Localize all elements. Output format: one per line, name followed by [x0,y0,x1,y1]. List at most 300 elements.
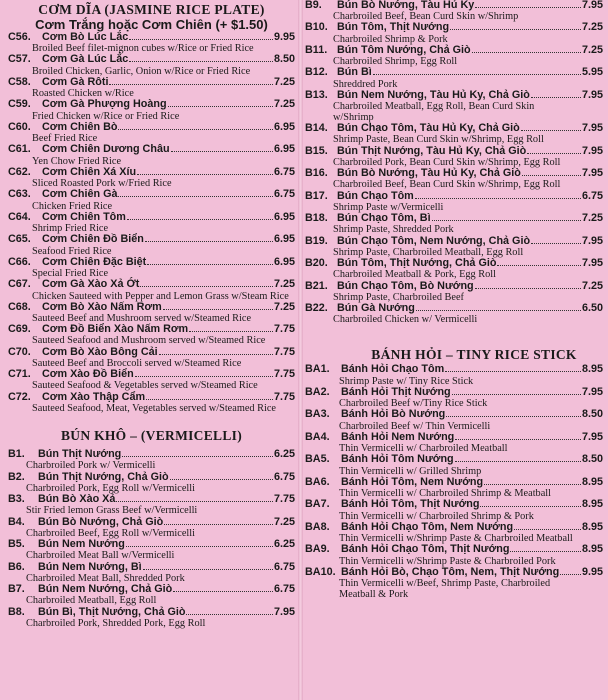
item-description: Charbroiled Pork, Egg Roll w/Vermicelli [26,482,196,494]
menu-item [8,449,295,471]
menu-item [8,302,295,324]
dot-leader [484,477,581,485]
item-price: 7.25 [273,278,295,291]
item-description: Thin Vermicelli w/ Charbroiled Meatball [339,443,508,455]
item-price: 6.95 [273,210,295,223]
item-price: 7.25 [581,212,603,225]
item-name: Bún Chạo Tôm, Nem Nướng, Chả Giò [337,234,531,247]
vermicelli-title: BÚN KHÔ – (VERMICELLI) [61,428,242,444]
item-code: C68. [8,300,31,313]
menu-item [8,472,295,494]
dot-leader [168,99,273,107]
menu-item [305,90,603,123]
item-name: Cơm Gà Xào Xả Ớt [42,278,140,291]
item-description: Charbroiled Meatball, Egg Roll [26,595,157,607]
item-price: 6.25 [273,538,295,551]
item-code: B19. [305,234,328,247]
dot-leader [143,562,273,570]
item-price: 7.75 [273,323,295,336]
dot-leader [127,212,273,220]
item-name: Bún Bò Xào Xả [38,493,116,506]
item-price: 8.50 [273,53,295,66]
item-code: B20. [305,257,328,270]
item-description: Shreddred Pork [333,78,398,90]
item-description: Charbroiled Meatball, Egg Roll, Bean Curd Skin w/Shrimp [333,101,535,124]
item-description: Shrimp Fried Rice [32,223,109,235]
item-code: C64. [8,210,31,223]
item-price: 6.95 [273,233,295,246]
item-description: Broiled Chicken, Garlic, Onion w/Rice or Fried Rice [32,65,251,77]
dot-leader [452,387,581,395]
item-name: Bún Gà Nướng [337,302,415,314]
menu-item-header [8,279,295,290]
item-description: Beef Fried Rice [32,133,98,145]
dot-leader [450,22,581,30]
item-code: B13. [305,88,328,101]
dot-leader [432,213,581,221]
item-name: Bún Bì, Thịt Nướng, Chả Giò [38,605,186,618]
item-code: C71. [8,368,31,381]
item-price: 6.75 [273,470,295,483]
menu-item [305,303,603,325]
menu-item-header [8,257,295,268]
menu-item [305,123,603,145]
item-description: Shrimp Paste, Charbroiled Meatball, Egg Roll [333,246,524,258]
item-code: B17. [305,189,328,202]
menu-item-header [8,302,295,313]
dot-leader [527,146,581,154]
vermicelli-list-left [8,449,295,629]
item-description: Chicken Sauteed with Pepper and Lemon Grass w/Steam Rice [32,290,289,302]
left-column [8,0,295,629]
menu-item [305,432,603,454]
item-code: BA8. [305,520,330,533]
menu-item-header [8,517,295,528]
item-price: 7.25 [581,43,603,56]
menu-item-header [305,281,603,292]
menu-item-header [305,432,603,443]
item-price: 8.50 [581,408,603,421]
item-description: Stir Fried lemon Grass Beef w/Vermicelli [26,505,198,517]
item-name: Cơm Chiên Dương Châu [42,143,170,156]
dot-leader [189,324,273,332]
item-name: Bún Nem Nướng, Bì [38,560,142,573]
menu-item [8,517,295,539]
item-price: 7.95 [581,385,603,398]
item-code: B5. [8,538,25,551]
item-price: 8.95 [581,475,603,488]
dot-leader [164,517,273,525]
item-code: B21. [305,279,328,292]
menu-item-header [305,191,603,202]
dot-leader [146,392,273,400]
menu-item-header [8,472,295,483]
dot-leader [159,347,273,355]
item-name: Cơm Gà Rôti [42,75,109,88]
menu-item-header [8,99,295,110]
dot-leader [163,302,273,310]
item-name: Bún Chạo Tôm, Bì [337,212,431,225]
item-name: Cơm Bò Xào Bông Cải [42,345,158,358]
item-description: Charbroiled Meat Ball w/Vermicelli [26,550,175,562]
item-price: 7.75 [273,390,295,403]
menu-item-header [305,22,603,33]
menu-item [8,347,295,369]
item-description: Broiled Beef filet-mignon cubes w/Rice or Fried Rice [32,43,254,55]
item-price: 8.50 [581,453,603,466]
menu-item-header [8,77,295,88]
item-price: 7.75 [273,368,295,381]
menu-item-header [305,45,603,56]
item-name: Bánh Hỏi Chạo Tôm, Nem Nướng [341,520,514,533]
item-description: Charbroiled Meatball & Pork, Egg Roll [333,269,497,281]
item-price: 7.95 [581,167,603,180]
item-description: Sauteed Seafood & Vegetables served w/Steamed Rice [32,380,258,392]
item-code: B22. [305,302,328,314]
menu-item [8,392,295,414]
dot-leader [475,0,581,8]
menu-item-header [8,189,295,200]
menu-item-header [8,234,295,245]
item-price: 6.75 [273,188,295,201]
menu-item [8,607,295,629]
item-name: Cơm Bò Lúc Lắc [42,31,129,43]
item-description: Charbroiled Pork w/ Vermicelli [26,460,156,472]
dot-leader [122,449,273,457]
item-price: 7.95 [581,122,603,135]
item-name: Bánh Hỏi Chạo Tôm [341,363,445,376]
dot-leader [514,522,581,530]
menu-item-header [305,454,603,465]
menu-item-header [8,54,295,65]
item-price: 6.95 [273,255,295,268]
item-name: Bánh Hỏi Bò Nướng [341,408,446,421]
menu-item [305,544,603,566]
rice-plate-list [8,32,295,414]
item-name: Bún Bò Nướng, Chả Giò [38,515,164,528]
menu-item [305,191,603,213]
item-name: Cơm Chiên Đồ Biển [42,233,144,246]
menu-item-header [8,562,295,573]
item-code: B4. [8,515,25,528]
item-description: Thin Vermicelli w/ Charbroiled Shrimp & Meatball [339,488,552,500]
item-price: 7.75 [273,345,295,358]
menu-item [305,409,603,431]
menu-item [8,562,295,584]
item-code: C66. [8,255,31,268]
item-description: Sauteed Beef and Mushroom served w/Steamed Rice [32,313,252,324]
menu-item-header [305,67,603,78]
item-description: Sliced Roasted Pork w/Fried Rice [32,178,172,190]
menu-item [8,54,295,76]
item-price: 7.75 [273,493,295,506]
menu-item-header [8,392,295,403]
item-description: Thin Vermicelli w/Shrimp Paste & Charbroiled Meatball [339,533,573,545]
dot-leader [116,494,273,502]
item-name: Bún Nem Nướng, Tàu Hủ Ky, Chả Giò [337,88,530,101]
item-code: C62. [8,165,31,178]
dot-leader [455,432,581,440]
menu-item-header [305,387,603,398]
item-name: Cơm Chiên Gà [42,188,118,201]
item-description: Charbroiled Meat Ball, Shredded Pork [26,572,185,584]
item-name: Bún Chạo Tôm, Tàu Hủ Ky, Chả Giò [337,122,520,135]
menu-item [305,258,603,280]
menu-item [8,122,295,144]
item-code: C65. [8,233,31,246]
item-code: BA3. [305,408,330,421]
item-name: Bún Bì [337,66,372,79]
item-name: Bánh Hỏi Nem Nướng [341,430,455,443]
item-code: B16. [305,167,328,180]
menu-item [305,567,603,600]
menu-item [8,234,295,256]
menu-item [305,499,603,521]
item-price: 7.95 [581,0,603,11]
rice-stick-title: BÁNH HỎI – TINY RICE STICK [371,347,577,363]
item-code: C60. [8,120,31,133]
item-name: Bún Thịt Nướng, Chả Giò [38,470,169,483]
item-code: B10. [305,21,328,34]
item-name: Bún Bò Nướng, Tàu Hủ Ky, Chả Giò [337,167,521,180]
menu-item-header [305,146,603,157]
menu-item [8,32,295,54]
item-code: BA6. [305,475,330,488]
dot-leader [455,454,581,462]
item-name: Bún Bò Nướng, Tàu Hủ Ky [337,0,475,11]
menu-item-header [8,494,295,505]
item-name: Cơm Chiên Xá Xíu [42,165,137,178]
menu-item [8,279,295,301]
item-name: Cơm Chiên Bò [42,120,118,133]
item-name: Bánh Hỏi Chạo Tôm, Thịt Nướng [341,543,510,556]
item-price: 7.25 [273,98,295,111]
item-price: 8.95 [581,543,603,556]
item-description: Shrimp Paste, Bean Curd Skin w/Shrimp, Egg Roll [333,134,544,146]
item-description: Charbroiled Pork, Shredded Pork, Egg Roll [26,617,206,629]
item-price: 6.75 [581,189,603,202]
item-code: B8. [8,605,25,618]
menu-item [8,212,295,234]
item-price: 5.95 [581,66,603,79]
item-price: 6.75 [273,165,295,178]
item-code: BA10. [305,565,336,578]
menu-item [8,144,295,166]
item-description: Shrimp Paste w/ Tiny Rice Stick [339,375,474,387]
menu-item-header [305,258,603,269]
item-price: 7.25 [273,515,295,528]
menu-item-header [8,607,295,618]
item-code: C57. [8,53,31,66]
dot-leader [416,303,581,311]
dot-leader [480,499,581,507]
item-name: Bún Thịt Nướng, Tàu Hủ Ky, Chả Giò [337,144,527,157]
item-description: Charbroiled Pork, Bean Curd Skin w/Shrimp, Egg Roll [333,156,561,168]
item-code: C58. [8,75,31,88]
dot-leader [472,45,581,53]
menu-item-header [305,567,603,578]
item-name: Bánh Hỏi Bò, Chạo Tôm, Nem, Thịt Nướng [341,565,560,578]
dot-leader [497,258,581,266]
item-price: 8.95 [581,520,603,533]
item-code: BA2. [305,385,330,398]
item-name: Bánh Hỏi Thịt Nướng [341,385,451,398]
menu-item-header [305,544,603,555]
item-description: Thin Vermicelli w/ Grilled Shrimp [339,465,482,477]
menu-item [8,494,295,516]
dot-leader [446,409,581,417]
item-name: Bún Nem Nướng [38,538,125,551]
menu-item-header [8,584,295,595]
item-description: Charbroiled Beef, Egg Roll w/Vermicelli [26,527,195,539]
menu-item [8,189,295,211]
item-description: Sauteed Seafood and Mushroom served w/Steamed Rice [32,335,266,347]
menu-item-header [305,236,603,247]
menu-item [8,539,295,561]
menu-item-header [8,347,295,358]
menu-item-header [305,499,603,510]
vermicelli-list-right [305,0,603,325]
item-code: B6. [8,560,25,573]
item-code: B18. [305,212,328,225]
dot-leader [171,144,273,152]
item-code: B11. [305,43,328,56]
item-code: C72. [8,390,31,403]
item-price: 9.95 [273,31,295,43]
menu-item-header [305,303,603,314]
menu-item-header [8,539,295,550]
item-name: Cơm Xào Thập Cẩm [42,390,146,403]
item-description: Fried Chicken w/Rice or Fried Rice [32,110,180,122]
item-price: 7.95 [581,144,603,157]
item-code: C61. [8,143,31,156]
menu-item-header [8,167,295,178]
item-code: B15. [305,144,328,157]
menu-item [305,22,603,44]
item-name: Cơm Chiên Tôm [42,210,126,223]
item-code: BA7. [305,498,330,511]
dot-leader [510,544,581,552]
menu-item [8,257,295,279]
item-description: Special Fried Rice [32,268,109,280]
dot-leader [126,539,273,547]
dot-leader [109,77,273,85]
item-code: C59. [8,98,31,111]
item-price: 7.95 [581,257,603,270]
menu-item-header [8,449,295,460]
item-name: Cơm Bò Xào Nấm Rơm [42,300,162,313]
item-code: C67. [8,278,31,291]
menu-item [305,0,603,22]
dot-leader [522,168,581,176]
menu-item [8,584,295,606]
item-code: B1. [8,448,25,461]
item-price: 7.95 [581,430,603,443]
item-price: 7.95 [581,234,603,247]
item-name: Cơm Xào Đồ Biển [42,368,134,381]
rice-stick-list [305,364,603,600]
item-price: 7.25 [581,279,603,292]
menu-item [305,146,603,168]
menu-item [305,45,603,67]
dot-leader [129,54,273,62]
menu-item [305,213,603,235]
item-price: 6.95 [273,120,295,133]
item-description: Sauteed Seafood, Meat, Vegetables served w/Steamed Rice [32,402,276,414]
item-description: Roasted Chicken w/Rice [32,88,134,100]
dot-leader [173,584,273,592]
item-description: Yen Chow Fried Rice [32,155,122,167]
menu-item-header [8,212,295,223]
menu-item-header [305,123,603,134]
dot-leader [170,472,273,480]
menu-item [8,167,295,189]
item-name: Cơm Chiên Đặc Biệt [42,255,147,268]
item-name: Bún Chạo Tôm [337,189,414,202]
page-fold [298,0,303,700]
item-description: Charbroiled Beef w/Tiny Rice Stick [339,398,488,410]
item-name: Bún Thịt Nướng [38,448,122,461]
item-name: Cơm Gà Lúc Lắc [42,53,129,66]
item-code: BA4. [305,430,330,443]
item-code: B3. [8,493,25,506]
menu-item [305,236,603,258]
item-name: Bánh Hỏi Tôm Nướng [341,453,454,466]
menu-item-header [305,364,603,375]
right-column [305,0,603,600]
menu-item-header [8,122,295,133]
item-description: Shrimp Paste w/Vermicelli [333,201,444,213]
item-description: Charbroiled Beef, Bean Curd Skin w/Shrimp [333,11,519,23]
item-code: B9. [305,0,322,11]
dot-leader [135,369,273,377]
dot-leader [147,257,273,265]
item-description: Thin Vermicelli w/Beef, Shrimp Paste, Charbroiled Meatball & Pork [339,578,551,601]
menu-item [8,99,295,121]
item-price: 7.95 [273,605,295,618]
item-name: Bún Nem Nướng, Chả Giò [38,583,173,596]
item-name: Bún Tôm, Thịt Nướng [337,21,450,34]
menu-item [8,77,295,99]
item-description: Thin Vermicelli w/Shrimp Paste & Charbroiled Pork [339,555,556,567]
item-description: Shrimp Paste, Charbroiled Beef [333,291,464,303]
item-price: 6.25 [273,448,295,461]
menu-item-header [305,213,603,224]
item-code: C63. [8,188,31,201]
item-name: Bún Chạo Tôm, Bò Nướng [337,279,474,292]
menu-item [305,522,603,544]
dot-leader [140,279,273,287]
item-price: 9.95 [581,565,603,578]
menu-item [305,67,603,89]
item-description: Sauteed Beef and Broccoli served w/Steamed Rice [32,357,242,369]
dot-leader [475,281,581,289]
item-description: Charbroiled Chicken w/ Vermicelli [333,314,478,326]
item-name: Bánh Hỏi Tôm, Thịt Nướng [341,498,480,511]
menu-item-header [8,144,295,155]
menu-item-header [305,168,603,179]
item-description: Charbroiled Beef w/ Thin Vermicelli [339,420,491,432]
item-name: Cơm Gà Phượng Hoàng [42,98,167,111]
item-code: B7. [8,583,25,596]
menu-item [305,477,603,499]
item-price: 8.95 [581,363,603,376]
menu-item-header [305,0,603,11]
dot-leader [137,167,273,175]
dot-leader [373,67,581,75]
item-price: 7.25 [273,75,295,88]
rice-plate-title: CƠM DĨA (JASMINE RICE PLATE) [38,2,265,17]
